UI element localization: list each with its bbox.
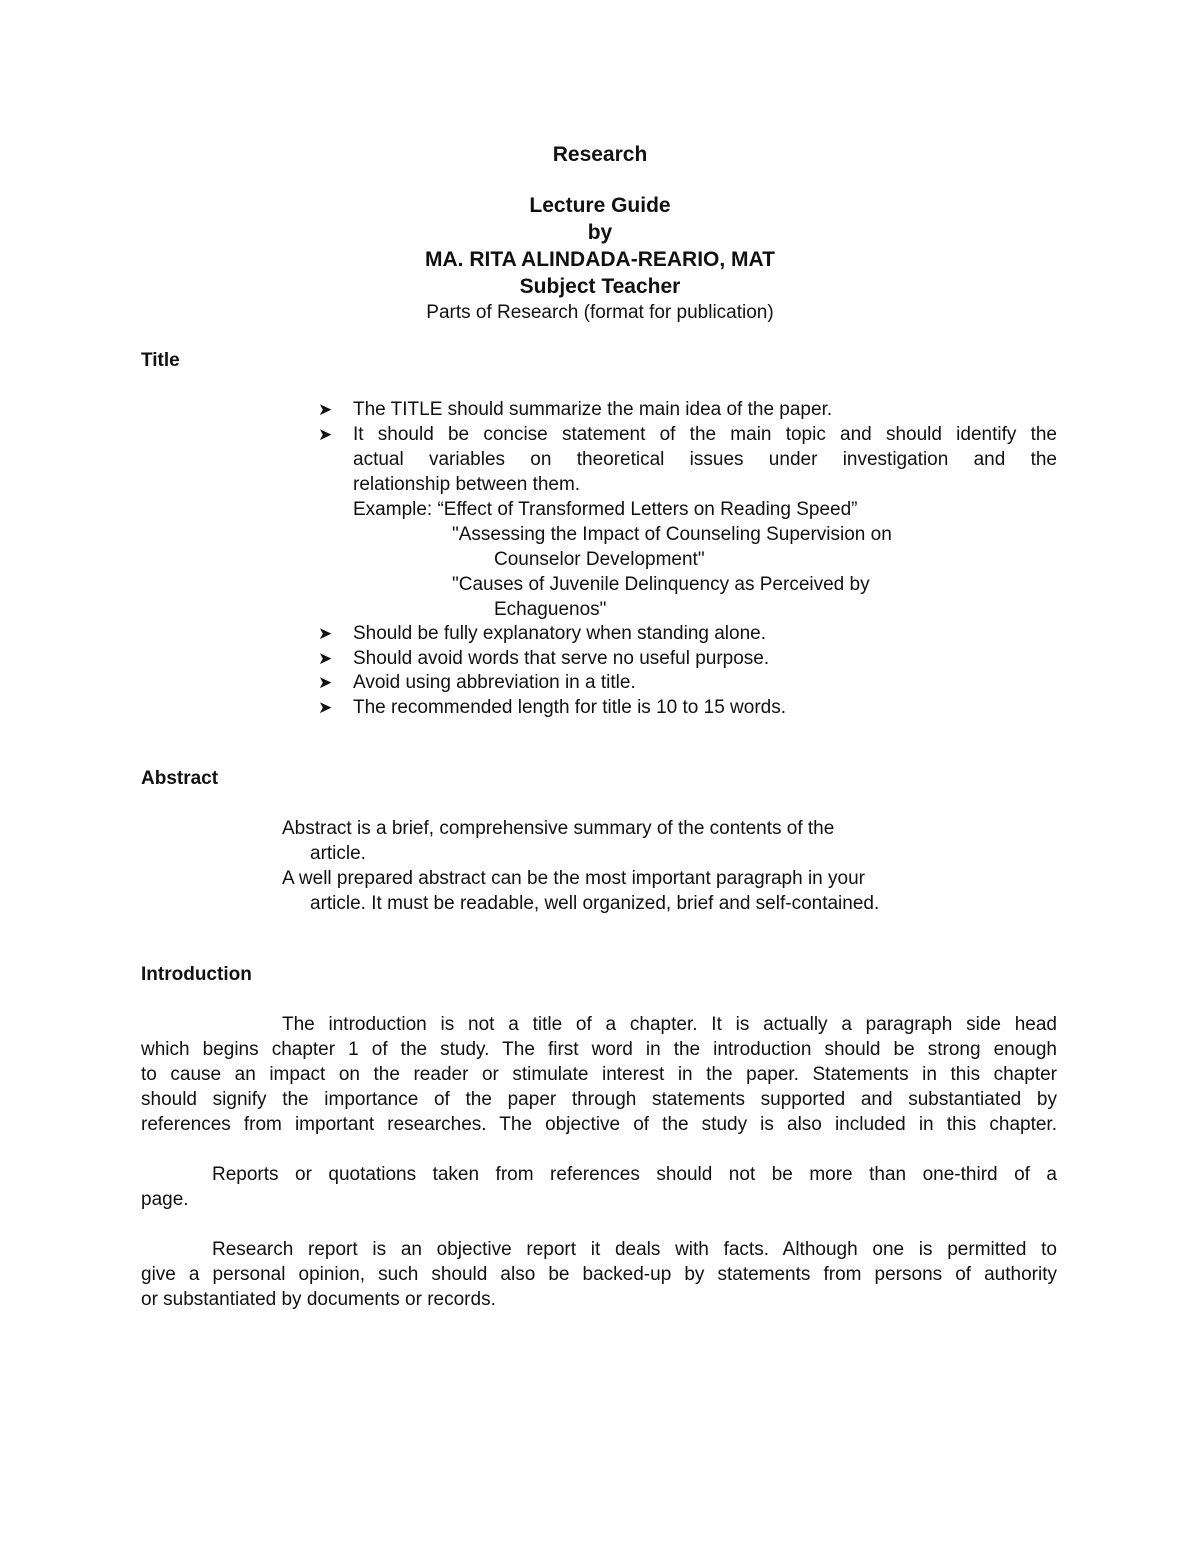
list-item-continuation: actual variables on theoretical issues under investigation and the <box>353 449 1057 470</box>
list-item: The recommended length for title is 10 to 15 words. <box>353 697 787 718</box>
intro-paragraph-line: references from important researches. The objective of the study is also included in this chapter. <box>141 1114 1057 1135</box>
arrowhead-bullet-icon: ➤ <box>318 698 333 717</box>
example-line: "Assessing the Impact of Counseling Supervision on <box>452 524 892 545</box>
example-line: Counselor Development" <box>494 549 705 570</box>
list-item: Should avoid words that serve no useful purpose. <box>353 648 770 669</box>
intro-paragraph-line: to cause an impact on the reader or stimulate interest in the paper. Statements in this chapter <box>141 1064 1057 1085</box>
section-heading-title: Title <box>141 350 180 371</box>
example-line: Example: “Effect of Transformed Letters on Reading Speed” <box>353 499 858 520</box>
section-heading-introduction: Introduction <box>141 964 252 985</box>
author-name: MA. RITA ALINDADA-REARIO, MAT <box>425 248 775 271</box>
document-subtitle: Lecture Guide <box>529 194 671 217</box>
abstract-paragraph-line: article. <box>310 843 366 864</box>
abstract-paragraph-line: article. It must be readable, well organized, brief and self-contained. <box>310 893 880 914</box>
list-item: The TITLE should summarize the main idea of the paper. <box>353 399 833 420</box>
example-line: Echaguenos" <box>494 599 607 620</box>
intro-paragraph-line: Reports or quotations taken from references should not be more than one-third of a <box>212 1164 1057 1185</box>
abstract-paragraph-line: Abstract is a brief, comprehensive summary of the contents of the <box>282 818 835 839</box>
list-item-continuation: relationship between them. <box>353 474 581 495</box>
intro-paragraph-line: The introduction is not a title of a chapter. It is actually a paragraph side head <box>282 1014 1057 1035</box>
intro-paragraph-line: which begins chapter 1 of the study. The first word in the introduction should be strong enough <box>141 1039 1057 1060</box>
document-caption: Parts of Research (format for publication) <box>426 302 774 323</box>
document-by: by <box>587 221 613 244</box>
abstract-paragraph-line: A well prepared abstract can be the most important paragraph in your <box>282 868 865 889</box>
section-heading-abstract: Abstract <box>141 768 219 789</box>
arrowhead-bullet-icon: ➤ <box>318 673 333 692</box>
author-role: Subject Teacher <box>519 275 681 298</box>
list-item: It should be concise statement of the main topic and should identify the <box>353 424 1057 445</box>
list-item: Should be fully explanatory when standing alone. <box>353 623 767 644</box>
list-item: Avoid using abbreviation in a title. <box>353 672 636 693</box>
intro-paragraph-line: or substantiated by documents or records. <box>141 1289 496 1310</box>
intro-paragraph-line: page. <box>141 1189 189 1210</box>
intro-paragraph-line: should signify the importance of the paper through statements supported and substantiated by <box>141 1089 1057 1110</box>
arrowhead-bullet-icon: ➤ <box>318 624 333 643</box>
arrowhead-bullet-icon: ➤ <box>318 425 333 444</box>
intro-paragraph-line: give a personal opinion, such should also be backed-up by statements from persons of authority <box>141 1264 1057 1285</box>
arrowhead-bullet-icon: ➤ <box>318 649 333 668</box>
arrowhead-bullet-icon: ➤ <box>318 400 333 419</box>
document-title: Research <box>552 143 648 166</box>
example-line: "Causes of Juvenile Delinquency as Perceived by <box>452 574 870 595</box>
intro-paragraph-line: Research report is an objective report it deals with facts. Although one is permitted to <box>212 1239 1057 1260</box>
